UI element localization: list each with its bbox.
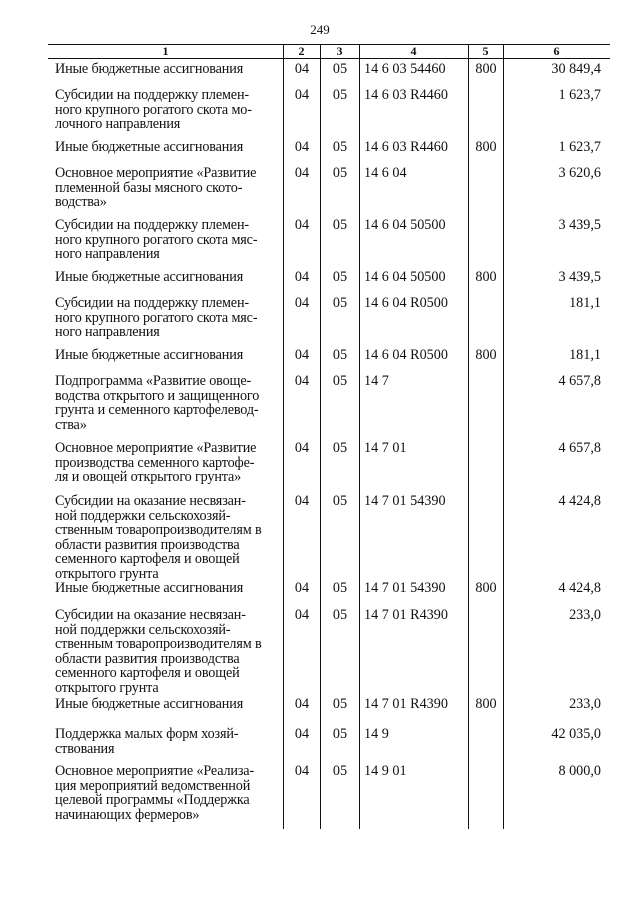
row-amount: 4 424,8 [558, 580, 601, 596]
row-target: 14 9 01 [364, 763, 407, 779]
row-name [55, 441, 283, 485]
row-target: 14 7 [364, 373, 389, 389]
row-name-line: производства семенного картофе- [55, 454, 255, 471]
row-name-line: области развития производства [55, 650, 240, 667]
row-amount: 233,0 [569, 696, 601, 712]
row-subsection: 05 [332, 607, 348, 623]
row-amount: 30 849,4 [551, 61, 601, 77]
row-name-line: Основное мероприятие «Развитие [55, 440, 257, 456]
row-name [55, 348, 283, 363]
row-name [55, 764, 283, 822]
row-subsection: 05 [332, 347, 348, 363]
row-subsection: 05 [332, 493, 348, 509]
row-section: 04 [294, 269, 310, 285]
row-amount: 4 657,8 [558, 440, 601, 456]
row-amount: 233,0 [569, 607, 601, 623]
row-name-line: открытого грунта [55, 565, 159, 582]
header-col-5: 5 [482, 44, 489, 58]
row-section: 04 [294, 493, 310, 509]
row-name-line: ция мероприятий ведомственной [55, 777, 251, 794]
row-subsection: 05 [332, 440, 348, 456]
row-name-line: начинающих фермеров» [55, 806, 200, 823]
header-bottom-border [48, 58, 610, 59]
row-target: 14 7 01 R4390 [364, 696, 448, 712]
column-divider [359, 44, 360, 829]
row-target: 14 7 01 54390 [364, 580, 446, 596]
row-name-line: ственным товаропроизводителям в [55, 522, 262, 539]
row-name [55, 494, 283, 582]
row-name-line: Субсидии на оказание несвязан- [55, 607, 246, 623]
row-target: 14 7 01 [364, 440, 407, 456]
row-name-line: Основное мероприятие «Реализа- [55, 763, 255, 779]
row-name-line: Субсидии на поддержку племен- [55, 217, 249, 233]
row-name-line: ствования [55, 740, 115, 757]
row-expense-type: 800 [475, 139, 497, 155]
row-target: 14 6 04 50500 [364, 217, 446, 233]
row-name-line: Подпрограмма «Развитие овоще- [55, 373, 252, 389]
row-expense-type: 800 [475, 61, 497, 77]
row-name-line: ной поддержки сельскохозяй- [55, 507, 231, 524]
row-name [55, 62, 283, 77]
row-amount: 42 035,0 [551, 726, 601, 742]
row-name-line: Иные бюджетные ассигнования [55, 61, 244, 77]
row-name-line: ного крупного рогатого скота мяс- [55, 309, 258, 326]
row-name-line: водства открытого и защищенного [55, 387, 260, 404]
row-name-line: ственным товаропроизводителям в [55, 636, 262, 653]
row-name-line: племенной базы мясного ското- [55, 179, 243, 196]
row-amount: 181,1 [569, 295, 601, 311]
row-amount: 181,1 [569, 347, 601, 363]
row-section: 04 [294, 373, 310, 389]
row-expense-type: 800 [475, 269, 497, 285]
row-name-line: семенного картофеля и овощей [55, 551, 240, 568]
row-name [55, 374, 283, 432]
row-name [55, 270, 283, 285]
page-number: 249 [310, 22, 330, 37]
row-target: 14 6 03 54460 [364, 61, 446, 77]
row-subsection: 05 [332, 726, 348, 742]
header-col-6: 6 [553, 44, 560, 58]
row-target: 14 6 04 R0500 [364, 295, 448, 311]
row-amount: 3 439,5 [558, 269, 601, 285]
row-name-line: Иные бюджетные ассигнования [55, 269, 244, 285]
row-expense-type: 800 [475, 696, 497, 712]
row-name-line: Иные бюджетные ассигнования [55, 696, 244, 712]
row-subsection: 05 [332, 580, 348, 596]
row-name-line: целевой программы «Поддержка [55, 792, 250, 809]
row-subsection: 05 [332, 269, 348, 285]
row-name-line: ной поддержки сельскохозяй- [55, 621, 231, 638]
row-name-line: ного крупного рогатого скота мо- [55, 101, 252, 118]
row-name [55, 218, 283, 262]
row-target: 14 6 03 R4460 [364, 87, 448, 103]
header-col-4: 4 [410, 44, 417, 58]
row-target: 14 9 [364, 726, 389, 742]
row-subsection: 05 [332, 61, 348, 77]
row-name-line: ного крупного рогатого скота мяс- [55, 231, 258, 248]
budget-table [48, 44, 610, 829]
header-col-2: 2 [298, 44, 305, 58]
row-subsection: 05 [332, 373, 348, 389]
row-amount: 3 620,6 [558, 165, 601, 181]
header-col-3: 3 [336, 44, 343, 58]
row-expense-type: 800 [475, 347, 497, 363]
row-section: 04 [294, 763, 310, 779]
row-amount: 1 623,7 [558, 139, 601, 155]
row-amount: 3 439,5 [558, 217, 601, 233]
row-name [55, 88, 283, 132]
row-name [55, 697, 283, 712]
row-name-line: ного направления [55, 324, 160, 341]
row-section: 04 [294, 440, 310, 456]
row-name-line: Поддержка малых форм хозяй- [55, 726, 239, 742]
row-subsection: 05 [332, 217, 348, 233]
row-name [55, 608, 283, 696]
row-target: 14 6 03 R4460 [364, 139, 448, 155]
row-section: 04 [294, 295, 310, 311]
row-subsection: 05 [332, 165, 348, 181]
row-target: 14 7 01 R4390 [364, 607, 448, 623]
header-col-1: 1 [162, 44, 169, 58]
row-section: 04 [294, 217, 310, 233]
row-subsection: 05 [332, 696, 348, 712]
row-section: 04 [294, 347, 310, 363]
row-name-line: Иные бюджетные ассигнования [55, 580, 244, 596]
row-name-line: ного направления [55, 246, 160, 263]
row-section: 04 [294, 61, 310, 77]
row-amount: 4 424,8 [558, 493, 601, 509]
row-name-line: ля и овощей открытого грунта» [55, 469, 242, 486]
row-name-line: Иные бюджетные ассигнования [55, 139, 244, 155]
row-name-line: грунта и семенного картофелевод- [55, 402, 259, 419]
row-name [55, 166, 283, 210]
row-section: 04 [294, 696, 310, 712]
row-target: 14 6 04 [364, 165, 407, 181]
row-amount: 8 000,0 [558, 763, 601, 779]
row-name-line: открытого грунта [55, 679, 159, 696]
row-section: 04 [294, 726, 310, 742]
row-name [55, 140, 283, 155]
row-name-line: ства» [55, 416, 87, 433]
row-target: 14 7 01 54390 [364, 493, 446, 509]
row-subsection: 05 [332, 295, 348, 311]
row-target: 14 6 04 R0500 [364, 347, 448, 363]
row-name-line: области развития производства [55, 536, 240, 553]
row-amount: 1 623,7 [558, 87, 601, 103]
row-name-line: семенного картофеля и овощей [55, 665, 240, 682]
row-section: 04 [294, 165, 310, 181]
row-name [55, 581, 283, 596]
row-target: 14 6 04 50500 [364, 269, 446, 285]
row-subsection: 05 [332, 87, 348, 103]
row-name-line: Основное мероприятие «Развитие [55, 165, 257, 181]
row-subsection: 05 [332, 139, 348, 155]
row-name-line: Субсидии на поддержку племен- [55, 87, 249, 103]
row-name-line: водства» [55, 194, 107, 211]
row-name-line: Субсидии на поддержку племен- [55, 295, 249, 311]
row-name [55, 296, 283, 340]
row-name [55, 727, 283, 756]
row-section: 04 [294, 87, 310, 103]
row-name-line: Субсидии на оказание несвязан- [55, 493, 246, 509]
row-name-line: Иные бюджетные ассигнования [55, 347, 244, 363]
row-section: 04 [294, 139, 310, 155]
row-amount: 4 657,8 [558, 373, 601, 389]
row-section: 04 [294, 580, 310, 596]
row-name-line: лочного направления [55, 116, 181, 133]
row-expense-type: 800 [475, 580, 497, 596]
row-section: 04 [294, 607, 310, 623]
row-subsection: 05 [332, 763, 348, 779]
